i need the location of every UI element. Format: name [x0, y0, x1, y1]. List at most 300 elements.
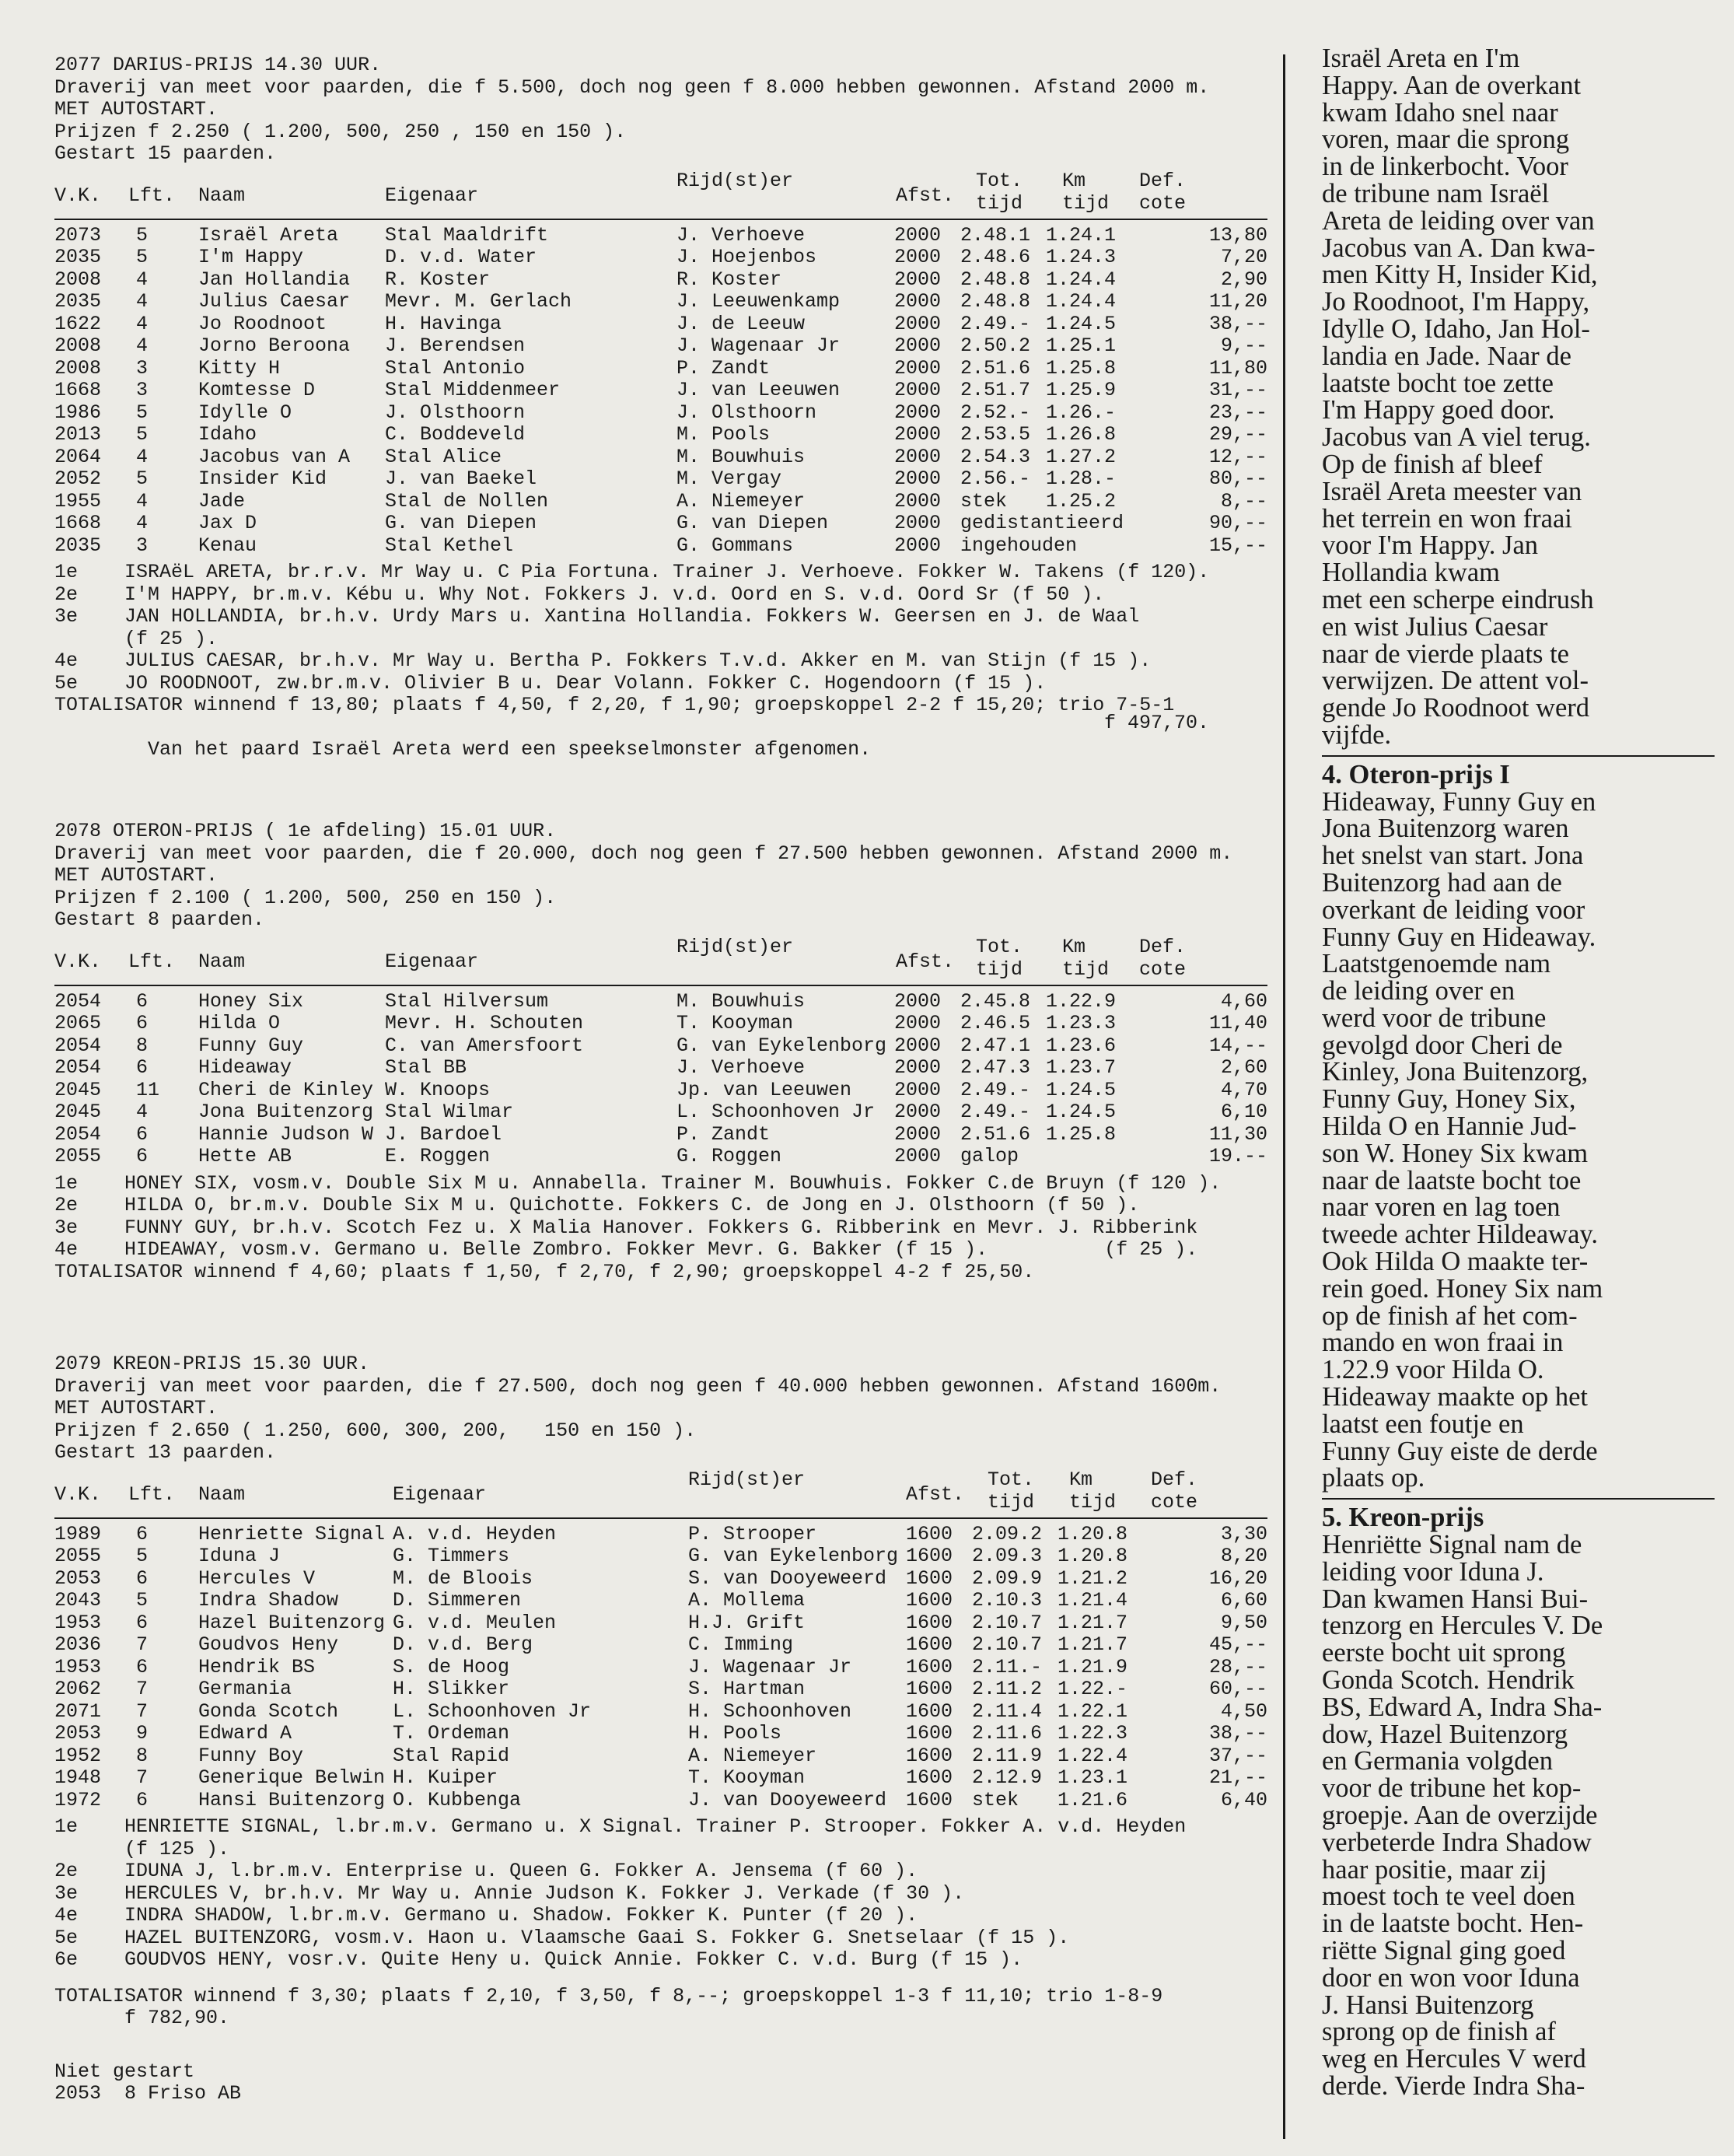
km-time: 1.28.- — [1046, 467, 1117, 490]
total-time: 2.48.6 — [960, 246, 1031, 268]
odds: 13,80 — [1208, 223, 1267, 247]
odds: 4,50 — [1220, 1699, 1267, 1723]
distance: 2000 — [894, 1056, 942, 1079]
table-row — [54, 1146, 1267, 1168]
race-title: 2078 OTERON-PRIJS ( 1e afdeling) 15.01 UUR. — [54, 820, 557, 842]
horse-name: Jorno Beroona — [198, 334, 351, 357]
lft-cell: 9 — [136, 1722, 149, 1745]
vk-cell: 2054 — [54, 1034, 102, 1057]
driver: H. Schoonhoven — [688, 1699, 852, 1723]
col-tot: Tot. — [988, 1468, 1035, 1491]
lft-cell: 4 — [136, 312, 149, 335]
vk-cell: 1972 — [54, 1788, 102, 1811]
report-line: Jacobus van A viel terug. — [1322, 422, 1591, 453]
driver: J. Verhoeve — [676, 1056, 806, 1079]
distance: 1600 — [906, 1589, 953, 1612]
placing-text: HILDA O, br.m.v. Double Six M u. Quichotte. Fokkers C. de Jong en J. Olsthoorn (f 50 ). — [124, 1194, 1140, 1216]
vk-cell: 2035 — [54, 534, 102, 557]
report-line: voren, maar die sprong — [1322, 124, 1570, 155]
placing-line — [54, 1905, 1267, 1927]
report-line: laatst een foutje en — [1322, 1409, 1524, 1439]
lft-cell: 3 — [136, 356, 149, 380]
placing-line — [54, 562, 1267, 584]
odds: 6,10 — [1220, 1101, 1267, 1123]
report-line: Hideaway, Funny Guy en — [1322, 786, 1596, 817]
report-line: mando en won fraai in — [1322, 1328, 1564, 1358]
odds: 12,-- — [1208, 445, 1267, 468]
horse-name: I'm Happy — [198, 246, 304, 268]
col-afst: Afst. — [906, 1482, 965, 1506]
report-line: in de linkerbocht. Voor — [1322, 152, 1568, 182]
km-time: 1.21.7 — [1058, 1633, 1128, 1656]
table-row — [54, 380, 1267, 402]
report-line: de leiding over en — [1322, 976, 1516, 1006]
report-line: het snelst van start. Jona — [1322, 841, 1584, 871]
placing-text: INDRA SHADOW, l.br.m.v. Germano u. Shadow. Fokker K. Punter (f 20 ). — [124, 1904, 918, 1927]
total-time: 2.09.2 — [972, 1522, 1043, 1545]
placing-line — [54, 650, 1267, 673]
table-row — [54, 491, 1267, 513]
odds: 2,60 — [1220, 1056, 1267, 1079]
driver: A. Mollema — [688, 1589, 806, 1612]
total-time: 2.49.- — [960, 1101, 1031, 1123]
driver: P. Strooper — [688, 1522, 817, 1545]
distance: 2000 — [894, 1122, 942, 1146]
report-line: Dan kwamen Hansi Bui- — [1322, 1584, 1589, 1614]
horse-name: Hazel Buitenzorg — [198, 1611, 386, 1634]
total-time: 2.51.6 — [960, 1122, 1031, 1146]
report-line: laatste bocht toe zette — [1322, 368, 1554, 398]
table-row — [54, 424, 1267, 446]
owner: J. Bardoel — [385, 1122, 502, 1146]
odds: 80,-- — [1208, 467, 1267, 490]
col-lft: Lft. — [128, 950, 176, 973]
horse-name: Hannie Judson W — [198, 1122, 374, 1146]
placings — [54, 1816, 1267, 1972]
report-line: sprong op de finish af — [1322, 2017, 1556, 2047]
section-heading: 4. Oteron-prijs I — [1322, 759, 1510, 789]
vk-cell: 2071 — [54, 1699, 102, 1723]
total-time: 2.11.2 — [972, 1678, 1043, 1700]
total-time: 2.09.9 — [972, 1566, 1043, 1590]
horse-name: Kitty H — [198, 356, 281, 380]
vk-cell: 2065 — [54, 1012, 102, 1034]
km-time: 1.27.2 — [1046, 445, 1117, 468]
driver: J. Wagenaar Jr — [676, 334, 841, 357]
odds: 3,30 — [1220, 1522, 1267, 1545]
report-line: tenzorg en Hercules V. De — [1322, 1611, 1603, 1641]
odds: 2,90 — [1220, 268, 1267, 291]
owner: D. v.d. Water — [385, 246, 537, 268]
odds: 11,40 — [1208, 1012, 1267, 1034]
owner: D. Simmeren — [393, 1589, 522, 1612]
vk-cell: 2053 — [54, 1722, 102, 1745]
driver: A. Niemeyer — [688, 1744, 817, 1767]
col-eigenaar: Eigenaar — [385, 184, 479, 207]
km-time: 1.22.9 — [1046, 989, 1117, 1013]
km-time: 1.22.- — [1058, 1678, 1128, 1700]
total-time: stek — [972, 1788, 1019, 1811]
distance: 1600 — [906, 1766, 953, 1789]
table-row — [54, 468, 1267, 491]
placings — [54, 1173, 1267, 1262]
odds: 7,20 — [1220, 246, 1267, 268]
owner: Mevr. M. Gerlach — [385, 290, 572, 313]
report-line: son W. Honey Six kwam — [1322, 1138, 1589, 1168]
col-def: Def. — [1139, 935, 1187, 958]
report-line: naar de laatste bocht toe — [1322, 1165, 1582, 1195]
vk-cell: 1948 — [54, 1766, 102, 1789]
odds: 19.-- — [1208, 1145, 1267, 1167]
placing-text: HERCULES V, br.h.v. Mr Way u. Annie Judson K. Fokker J. Verkade (f 30 ). — [124, 1881, 965, 1905]
report-line: Idylle O, Idaho, Jan Hol- — [1322, 313, 1590, 344]
col-naam: Naam — [198, 950, 246, 973]
total-time: 2.54.3 — [960, 445, 1031, 468]
section-rule — [1322, 755, 1715, 757]
race-intro — [54, 54, 1267, 166]
km-time: 1.22.1 — [1058, 1699, 1128, 1723]
table-row — [54, 358, 1267, 380]
vk-cell: 2045 — [54, 1078, 102, 1101]
race-note-row — [54, 711, 1267, 806]
odds: 11,20 — [1208, 290, 1267, 313]
owner: M. de Bloois — [393, 1566, 533, 1590]
odds: 60,-- — [1208, 1678, 1267, 1700]
total-time: 2.52.- — [960, 401, 1031, 424]
vk-cell: 1986 — [54, 401, 102, 424]
horse-name: Gonda Scotch — [198, 1699, 339, 1723]
distance: 2000 — [894, 356, 942, 380]
table-row — [54, 1678, 1267, 1701]
km-time: 1.21.7 — [1058, 1611, 1128, 1634]
results-table — [54, 1524, 1267, 1812]
col-afst: Afst. — [896, 184, 955, 207]
report-line: rein goed. Honey Six nam — [1322, 1273, 1603, 1304]
driver: J. Wagenaar Jr — [688, 1655, 852, 1678]
km-time: 1.24.3 — [1046, 246, 1117, 268]
race-start-type: MET AUTOSTART. — [54, 864, 218, 887]
report-line: naar de vierde plaats te — [1322, 639, 1569, 669]
placing-line — [54, 1195, 1267, 1217]
driver: J. de Leeuw — [676, 312, 806, 335]
report-line: plaats op. — [1322, 1463, 1425, 1493]
lft-cell: 5 — [136, 423, 149, 446]
placing-line — [54, 1927, 1267, 1950]
owner: A. v.d. Heyden — [393, 1522, 557, 1545]
total-time: 2.51.7 — [960, 379, 1031, 401]
table-row — [54, 1767, 1267, 1790]
lft-cell: 7 — [136, 1678, 149, 1700]
lft-cell: 11 — [136, 1078, 160, 1101]
table-row — [54, 991, 1267, 1013]
report-line: verbeterde Indra Shadow — [1322, 1827, 1592, 1857]
distance: 1600 — [906, 1722, 953, 1745]
horse-name: Jan Hollandia — [198, 268, 351, 291]
vk-cell: 1668 — [54, 512, 102, 534]
horse-name: Indra Shadow — [198, 1589, 339, 1612]
total-time: 2.47.3 — [960, 1056, 1031, 1079]
km-time: 1.21.4 — [1058, 1589, 1128, 1612]
horse-name: Hideaway — [198, 1056, 292, 1079]
placing-text: GOUDVOS HENY, vosr.v. Quite Heny u. Quick Annie. Fokker C. v.d. Burg (f 15 ). — [124, 1948, 1023, 1971]
km-time: 1.22.3 — [1058, 1722, 1128, 1745]
placing-position: 5e — [54, 1926, 79, 1949]
placing-text: FUNNY GUY, br.h.v. Scotch Fez u. X Malia Hanover. Fokkers G. Ribberink en Mevr. J. Ribberink — [124, 1216, 1198, 1239]
driver: Jp. van Leeuwen — [676, 1078, 852, 1101]
odds: 14,-- — [1208, 1034, 1267, 1057]
total-time: 2.11.- — [972, 1655, 1043, 1678]
lft-cell: 4 — [136, 1101, 149, 1123]
race-conditions: Draverij van meet voor paarden, die f 5.500, doch nog geen f 8.000 hebben gewonnen. Afstand 2000 m. — [54, 75, 1210, 99]
odds: 28,-- — [1208, 1655, 1267, 1678]
horse-name: Jo Roodnoot — [198, 312, 327, 335]
report-line: Buitenzorg had aan de — [1322, 867, 1562, 898]
lft-cell: 6 — [136, 989, 149, 1013]
vk-cell: 2073 — [54, 223, 102, 247]
col-naam: Naam — [198, 1482, 246, 1506]
horse-name: Iduna J — [198, 1545, 281, 1567]
table-row — [54, 1057, 1267, 1080]
vk-cell: 1952 — [54, 1744, 102, 1767]
lft-cell: 6 — [136, 1566, 149, 1590]
report-line: door en won voor Iduna — [1322, 1962, 1580, 1993]
race-intro — [54, 821, 1267, 932]
driver: M. Bouwhuis — [676, 989, 806, 1013]
report-line: haar positie, maar zij — [1322, 1854, 1547, 1885]
report-line: naar voren en lag toen — [1322, 1192, 1561, 1223]
distance: 2000 — [894, 223, 942, 247]
report-line: Areta de leiding over van — [1322, 205, 1595, 236]
distance: 1600 — [906, 1611, 953, 1634]
report-line: overkant de leiding voor — [1322, 894, 1585, 925]
km-time: 1.24.5 — [1046, 1101, 1117, 1123]
km-time: 1.21.2 — [1058, 1566, 1128, 1590]
driver: P. Zandt — [676, 1122, 771, 1146]
total-time: 2.10.7 — [972, 1611, 1043, 1634]
lft-cell: 3 — [136, 534, 149, 557]
owner: W. Knoops — [385, 1078, 491, 1101]
table-row — [54, 1568, 1267, 1591]
report-line: werd voor de tribune — [1322, 1003, 1547, 1033]
owner: O. Kubbenga — [393, 1788, 522, 1811]
placing-line — [54, 1239, 1267, 1262]
table-row — [54, 225, 1267, 247]
vk-cell: 2008 — [54, 356, 102, 380]
placing-line — [54, 1949, 1267, 1972]
table-row — [54, 1723, 1267, 1745]
report-line: Hilda O en Hannie Jud- — [1322, 1111, 1577, 1142]
lft-cell: 5 — [136, 467, 149, 490]
km-time: 1.21.6 — [1058, 1788, 1128, 1811]
report-line: Kinley, Jona Buitenzorg, — [1322, 1057, 1589, 1087]
column-divider — [1283, 54, 1285, 2139]
lft-cell: 6 — [136, 1788, 149, 1811]
odds: 45,-- — [1208, 1633, 1267, 1656]
lft-cell: 6 — [136, 1145, 149, 1167]
horse-name: Komtesse D — [198, 379, 316, 401]
distance: 2000 — [894, 512, 942, 534]
driver: T. Kooyman — [688, 1766, 806, 1789]
km-time: 1.24.5 — [1046, 1078, 1117, 1101]
vk-cell: 2053 — [54, 1566, 102, 1590]
table-row — [54, 1612, 1267, 1635]
race-prizes: Prijzen f 2.250 ( 1.200, 500, 250 , 150 en 150 ). — [54, 120, 627, 143]
driver: A. Niemeyer — [676, 489, 806, 513]
report-line: J. Hansi Buitenzorg — [1322, 1990, 1534, 2020]
col-rijder: Rijd(st)er — [676, 935, 794, 958]
col-km-tijd: tijd — [1062, 957, 1110, 981]
results-table — [54, 991, 1267, 1168]
total-time: stek — [960, 489, 1008, 513]
horse-name: Generique Belwin — [198, 1766, 386, 1789]
col-km-tijd: tijd — [1069, 1490, 1117, 1514]
report-line: leiding voor Iduna J. — [1322, 1556, 1544, 1587]
driver: G. Gommans — [676, 534, 794, 557]
trio-payout: f 497,70. — [1104, 711, 1210, 734]
col-vk: V.K. — [54, 184, 102, 207]
table-row — [54, 1101, 1267, 1124]
driver: C. Imming — [688, 1633, 794, 1656]
lft-cell: 8 — [136, 1744, 149, 1767]
horse-name: Insider Kid — [198, 467, 327, 490]
totalisator: TOTALISATOR winnend f 13,80; plaats f 4,50, f 2,20, f 1,90; groepskoppel 2-2 f 15,20; trio 7-5-1 — [54, 694, 1175, 716]
distance: 2000 — [894, 534, 942, 557]
table-row — [54, 1013, 1267, 1035]
distance: 2000 — [894, 268, 942, 291]
report-line: Henriëtte Signal nam de — [1322, 1530, 1582, 1560]
odds: 8,-- — [1220, 489, 1267, 513]
km-time: 1.26.8 — [1046, 423, 1117, 446]
distance: 2000 — [894, 989, 942, 1013]
placing-position: 2e — [54, 583, 79, 606]
report-line: gende Jo Roodnoot werd — [1322, 693, 1589, 723]
owner: J. van Baekel — [385, 467, 537, 490]
lft-cell: 5 — [136, 223, 149, 247]
col-tot: Tot. — [976, 935, 1023, 958]
report-line: derde. Vierde Indra Sha- — [1322, 2070, 1585, 2101]
km-time: 1.24.5 — [1046, 312, 1117, 335]
total-time: 2.11.9 — [972, 1744, 1043, 1767]
vk-cell: 2045 — [54, 1101, 102, 1123]
lft-cell: 7 — [136, 1699, 149, 1723]
vk-cell: 2035 — [54, 246, 102, 268]
km-time: 1.20.8 — [1058, 1545, 1128, 1567]
report-line: I'm Happy goed door. — [1322, 395, 1555, 425]
placing-position: 4e — [54, 1904, 79, 1927]
odds: 31,-- — [1208, 379, 1267, 401]
km-time: 1.23.6 — [1046, 1034, 1117, 1057]
owner: Stal Wilmar — [385, 1101, 514, 1123]
driver: J. Verhoeve — [676, 223, 806, 247]
report-line: Op de finish af bleef — [1322, 449, 1543, 479]
col-naam: Naam — [198, 184, 246, 207]
placing-position: 1e — [54, 1815, 79, 1838]
distance: 2000 — [894, 334, 942, 357]
distance: 2000 — [894, 445, 942, 468]
horse-name: Kenau — [198, 534, 257, 557]
results-table — [54, 225, 1267, 558]
report-line: Israël Areta en I'm — [1322, 44, 1520, 73]
placing-line — [54, 673, 1267, 695]
km-time: 1.23.1 — [1058, 1766, 1128, 1789]
driver: T. Kooyman — [676, 1012, 794, 1034]
report-line: eerste bocht uit sprong — [1322, 1638, 1566, 1668]
col-rijder: Rijd(st)er — [688, 1468, 806, 1491]
lft-cell: 4 — [136, 268, 149, 291]
km-time — [1046, 1146, 1131, 1168]
vk-cell: 1989 — [54, 1522, 102, 1545]
report-line: Funny Guy eiste de derde — [1322, 1436, 1598, 1466]
owner: H. Kuiper — [393, 1766, 498, 1789]
totalisator: TOTALISATOR winnend f 4,60; plaats f 1,50, f 2,70, f 2,90; groepskoppel 4-2 f 25,50. — [54, 1260, 1035, 1283]
placing-line — [54, 1816, 1267, 1839]
lft-cell: 4 — [136, 445, 149, 468]
table-row — [54, 291, 1267, 313]
placing-text: IDUNA J, l.br.m.v. Enterprise u. Queen G. Fokker A. Jensema (f 60 ). — [124, 1860, 918, 1882]
km-time: 1.24.1 — [1046, 223, 1117, 247]
driver: M. Pools — [676, 423, 771, 446]
col-eigenaar: Eigenaar — [385, 950, 479, 973]
km-time: 1.26.- — [1046, 401, 1117, 424]
odds: 8,20 — [1220, 1545, 1267, 1567]
table-row — [54, 1657, 1267, 1679]
placing-text: HAZEL BUITENZORG, vosm.v. Haon u. Vlaamsche Gaai S. Fokker G. Snetselaar (f 15 ). — [124, 1926, 1070, 1949]
report-line: Funny Guy en Hideaway. — [1322, 922, 1596, 952]
driver: G. van Eykelenborg — [676, 1034, 887, 1057]
table-row — [54, 247, 1267, 269]
lft-cell: 7 — [136, 1766, 149, 1789]
driver: G. van Diepen — [676, 512, 829, 534]
col-tot-tijd: tijd — [988, 1490, 1035, 1514]
col-km: Km — [1069, 1468, 1093, 1491]
driver: L. Schoonhoven Jr — [676, 1101, 876, 1123]
owner: G. v.d. Meulen — [393, 1611, 557, 1634]
vk-cell: 2055 — [54, 1545, 102, 1567]
vk-cell: 1953 — [54, 1655, 102, 1678]
horse-name: Jacobus van A — [198, 445, 351, 468]
trio-payout: f 782,90. — [124, 2007, 230, 2029]
table-row — [54, 1545, 1267, 1568]
vk-cell: 2013 — [54, 423, 102, 446]
vk-cell: 1953 — [54, 1611, 102, 1634]
placing-position: 2e — [54, 1194, 79, 1216]
owner: T. Ordeman — [393, 1722, 510, 1745]
total-time: 2.09.3 — [972, 1545, 1043, 1567]
col-def-cote: cote — [1139, 957, 1187, 981]
distance: 2000 — [894, 1012, 942, 1034]
table-row — [54, 402, 1267, 425]
col-km: Km — [1062, 169, 1086, 192]
placing-continuation: (f 25 ). — [124, 627, 218, 650]
lft-cell: 4 — [136, 334, 149, 357]
placing-line — [54, 1217, 1267, 1240]
total-time: 2.11.4 — [972, 1699, 1043, 1723]
placing-text: HENRIETTE SIGNAL, l.br.m.v. Germano u. X Signal. Trainer P. Strooper. Fokker A. v.d. Heyden — [124, 1815, 1187, 1838]
lft-cell: 7 — [136, 1633, 149, 1656]
table-row — [54, 1745, 1267, 1768]
race-report-column — [1322, 45, 1718, 2100]
odds: 38,-- — [1208, 1722, 1267, 1745]
km-time: 1.23.3 — [1046, 1012, 1117, 1034]
horse-name: Henriette Signal — [198, 1522, 386, 1545]
vk-cell: 2035 — [54, 290, 102, 313]
report-line: Jo Roodnoot, I'm Happy, — [1322, 287, 1590, 317]
owner: G. Timmers — [393, 1545, 510, 1567]
lft-cell: 5 — [136, 401, 149, 424]
placing-position: 3e — [54, 605, 79, 628]
col-afst: Afst. — [896, 950, 955, 973]
horse-name: Goudvos Heny — [198, 1633, 339, 1656]
